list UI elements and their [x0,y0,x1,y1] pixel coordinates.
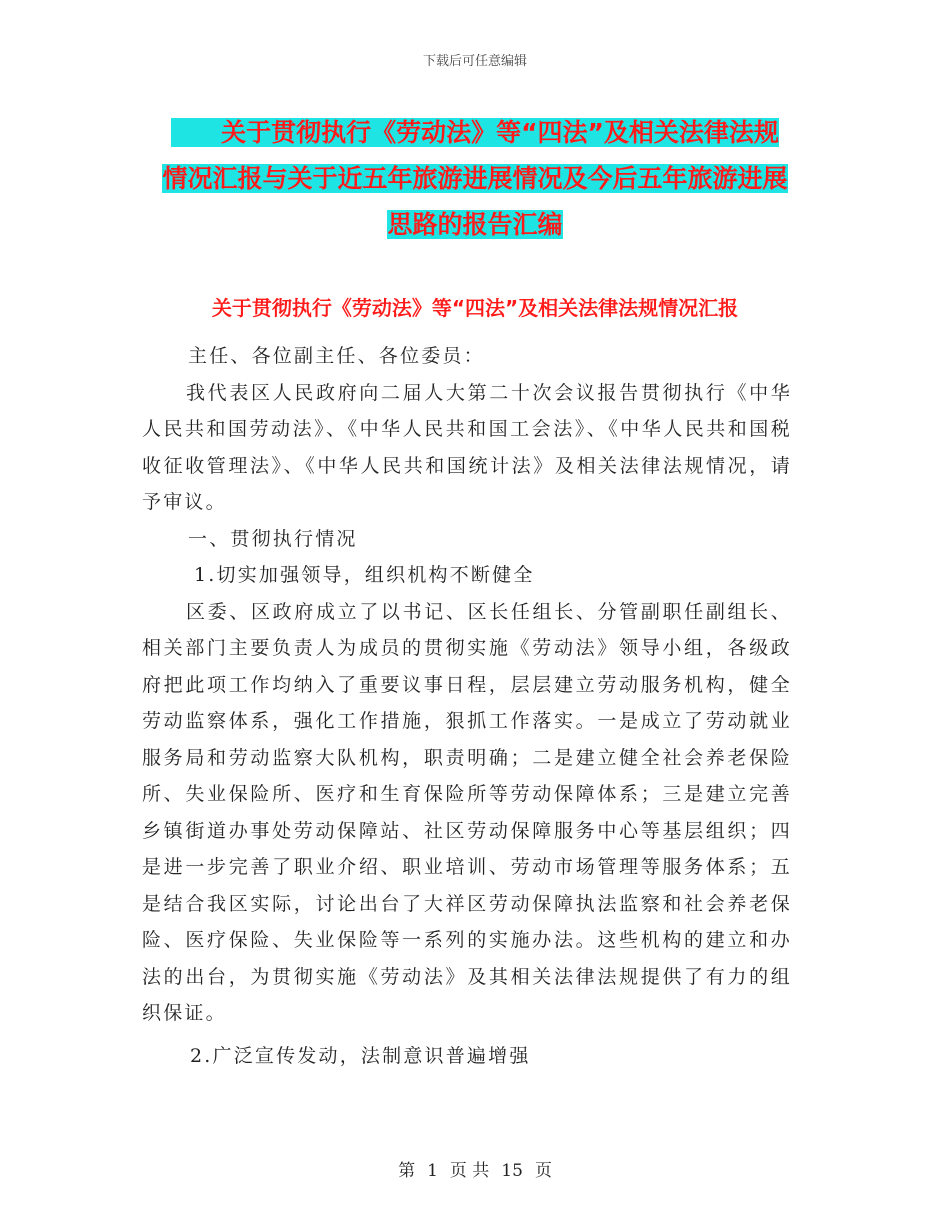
salutation: 主任、各位副主任、各位委员： [188,345,485,367]
footer-total-pages: 15 [501,1161,523,1181]
document-title [140,110,810,248]
intro-paragraph: 我代表区人民政府向二届人大第二十次会议报告贯彻执行《中华人民共和国劳动法》、《中华人民共和国工会法》、《中华人民共和国税收征收管理法》、《中华人民共和国统计法》及相关法律法规情况，请予审议。 [142,381,792,513]
document-body [142,338,792,1074]
subheading-1: 1.切实加强领导，组织机构不断健全 [194,564,535,586]
title-line-1: 关于贯彻执行《劳动法》等“四法”及相关法律法规 [171,118,779,147]
page-footer [0,1156,950,1181]
paragraph-1: 区委、区政府成立了以书记、区长任组长、分管副职任副组长、相关部门主要负责人为成员的贯彻实施《劳动法》领导小组，各级政府把此项工作均纳入了重要议事日程，层层建立劳动服务机构，健全劳动监察体系，强化工作措施，狠抓工作落实。一是成立了劳动就业服务局和劳动监察大队机构，职责明确；二是建立健全社会养老保险所、失业保险所、医疗和生育保险所等劳动保障体系；三是建立完善乡镇街道办事处劳动保障站、社区劳动保障服务中心等基层组织；四是进一步完善了职业介绍、职业培训、劳动市场管理等服务体系；五是结合我区实际，讨论出台了大祥区劳动保障执法监察和社会养老保险、医疗保险、失业保险等一系列的实施办法。这些机构的建立和办法的出台，为贯彻实施《劳动法》及其相关法律法规提供了有力的组织保证。 [142,600,792,1024]
footer-prefix: 第 [398,1161,416,1181]
header-note: 下载后可任意编辑 [422,54,527,69]
subheading-2: 2.广泛宣传发动，法制意识普遍增强 [190,1044,531,1067]
title-line-2: 情况汇报与关于近五年旅游进展情况及今后五年旅游进展 [162,164,788,193]
section-title: 关于贯彻执行《劳动法》等“四法”及相关法律法规情况汇报 [211,296,739,320]
footer-suffix: 页 [534,1161,552,1181]
footer-page-number: 1 [427,1161,438,1181]
title-line-3: 思路的报告汇编 [387,210,563,239]
footer-middle: 页 共 [449,1161,490,1181]
heading-1: 一、贯彻执行情况 [188,527,358,550]
